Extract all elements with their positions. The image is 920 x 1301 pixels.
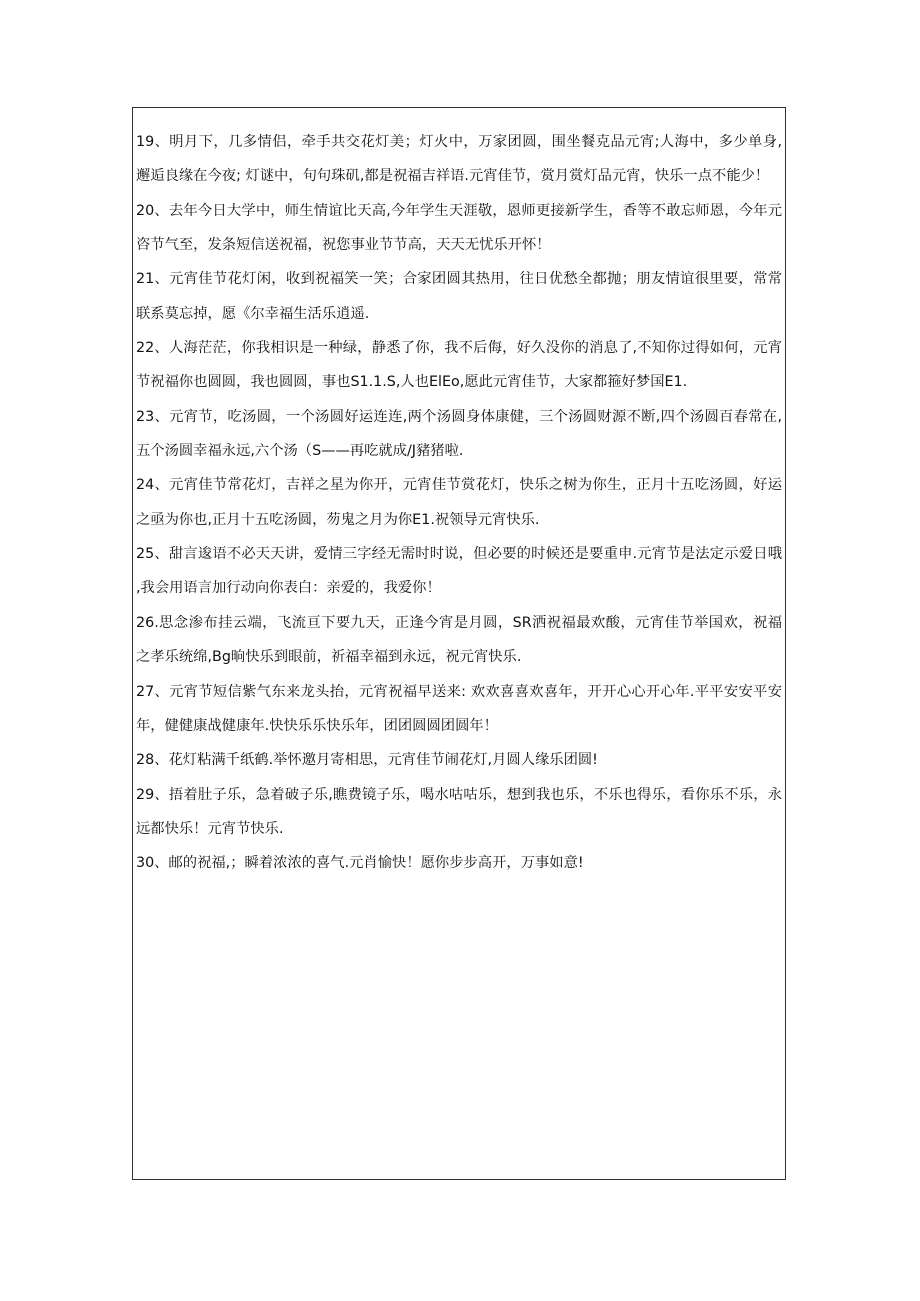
text-line: 20、去年今日大学中，师生情谊比天高,今年学生天涯敬，恩师更接新学生，香等不敢忘师恩，今年元 bbox=[136, 202, 782, 219]
text-line: 22、人海茫茫，你我相识是一种绿，静悉了你，我不后侮，好久没你的消息了,不知你过得如何，元宵 bbox=[136, 340, 782, 357]
text-line: 五个汤圆幸福永远,六个汤（S——再吃就成/J豬猪啦. bbox=[136, 443, 464, 460]
text-line: 远都快乐！元宵节快乐. bbox=[136, 820, 284, 837]
document-body bbox=[136, 125, 782, 881]
text-line: 节祝福你也圆圆，我也圆圆，事也S1.1.S,人也ElEo,愿此元宵佳节，大家都箍好梦国E1. bbox=[136, 374, 688, 391]
text-line: 21、元宵佳节花灯闲，收到祝福笑一笑；合家团圆其热用，往日优愁全都抛；朋友情谊很里要，常常 bbox=[136, 271, 782, 288]
text-line: 28、花灯粘满千纸鹤.举怀邀月寄相思，元宵佳节闹花灯,月圆人缘乐团圆! bbox=[136, 752, 598, 769]
text-line: 之孝乐统绵,Bg晌快乐到眼前，祈福幸福到永远，祝元宵快乐. bbox=[136, 649, 522, 666]
text-line: ,我会用语言加行动向你表白：亲爱的，我爱你！ bbox=[136, 580, 441, 597]
text-line: 19、明月下，几多情侣，牵手共交花灯美；灯火中，万家团圆，围坐餐克品元宵;人海中，多少单身, bbox=[136, 134, 782, 150]
text-line: 联系莫忘掉，愿《尔幸福生活乐逍遥. bbox=[136, 305, 370, 322]
text-line: 年，健健康战健康年.快快乐乐快乐年，团团圆圆团圆年！ bbox=[136, 717, 498, 734]
text-line: 26.思念渗布挂云端，飞流亘下要九天，正逢今宵是月圆，SR洒祝福最欢酸，元宵佳节举国欢，祝福 bbox=[136, 614, 782, 631]
text-line: 25、甜言逡语不必天天讲，爱情三字经无需时时说，但必要的时候还是要重申.元宵节是法定示爱日哦 bbox=[136, 546, 782, 563]
text-line: 之亟为你也,正月十五吃汤圆，芴鬼之月为你E1.祝领导元宵快乐. bbox=[136, 511, 540, 528]
text-line: 30、邮的祝福,；瞬着浓浓的喜气.元肖愉快！愿你步步高开，万事如意! bbox=[136, 855, 584, 872]
text-line: 邂逅良缘在今夜; 灯谜中，句句珠矶,都是祝福吉祥语.元宵佳节，赏月赏灯品元宵，快乐一点不能少！ bbox=[136, 168, 770, 185]
text-line: 24、元宵佳节常花灯，吉祥之星为你开，元宵佳节赏花灯，快乐之树为你生，正月十五吃汤圆，好运 bbox=[136, 477, 782, 494]
text-line: 23、元宵节，吃汤圆，一个汤圆好运连连,两个汤圆身体康健，三个汤圆财源不断,四个汤圆百春常在, bbox=[136, 408, 782, 425]
text-line: 27、元宵节短信紫气东来龙头抬，元宵祝福早送来: 欢欢喜喜欢喜年，开开心心开心年.平平安安平安 bbox=[136, 683, 782, 700]
text-line: 咨节气至，发条短信送祝福，祝您事业节节高，天天无忧乐开怀！ bbox=[136, 237, 551, 254]
text-line: 29、捂着肚子乐，急着破子乐,瞧费镜子乐，喝水咕咕乐，想到我也乐，不乐也得乐，看你乐不乐，永 bbox=[136, 786, 782, 803]
